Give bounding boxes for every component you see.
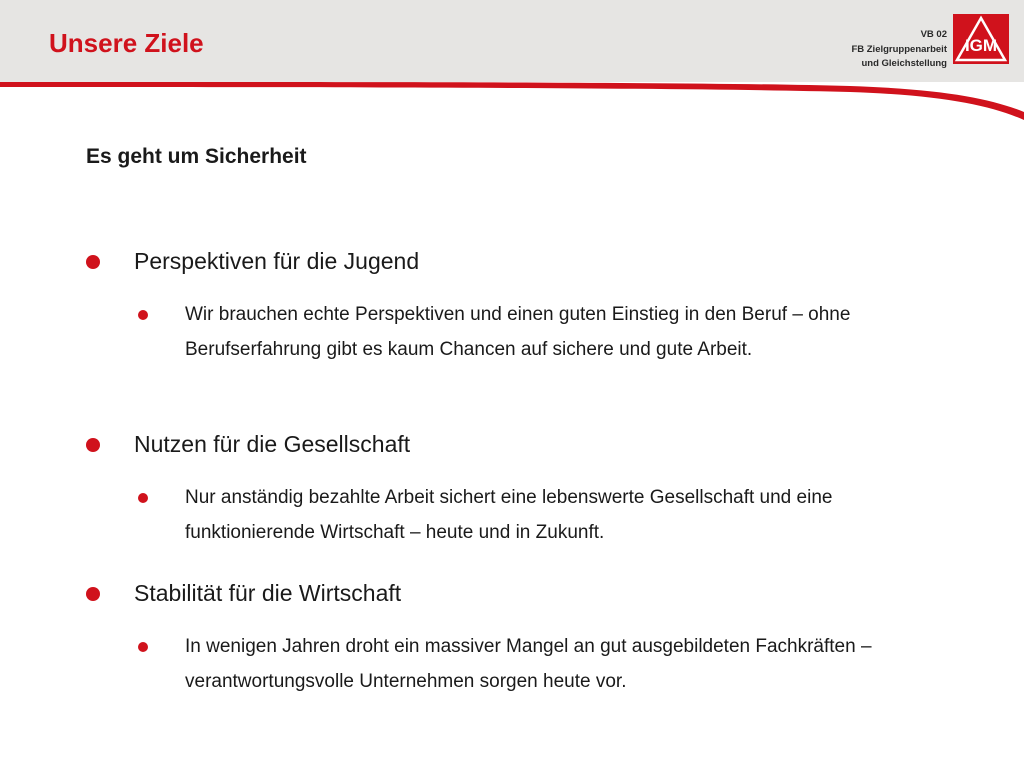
bullet-heading: Nutzen für die Gesellschaft [134,431,411,457]
bullet-dot [86,587,100,601]
igm-logo [953,14,1009,64]
sub-bullet-item [138,629,938,699]
sub-bullet-item [138,297,938,367]
dept-line-2: FB Zielgruppenarbeit [851,43,947,55]
sub-bullet-item [138,480,938,550]
bullet-heading: Stabilität für die Wirtschaft [134,580,402,606]
department-label [851,28,947,72]
dept-line-1: VB 02 [920,29,947,40]
sub-bullet-dot [138,493,148,503]
bullet-dot [86,438,100,452]
sub-bullet-text: Wir brauchen echte Perspektiven und einen guten Einstieg in den Beruf – ohne Berufserfahrung gibt es kaum Chancen auf sichere und gute Arbeit. [185,304,851,360]
logo-lettering: IGM [964,36,998,55]
dept-line-3: und Gleichstellung [861,58,947,69]
sub-bullet-text: Nur anständig bezahlte Arbeit sichert eine lebenswerte Gesellschaft und eine funktionierende Wirtschaft – heute und in Zukunft. [185,487,833,543]
bullet-heading: Perspektiven für die Jugend [134,248,420,274]
sub-bullet-dot [138,642,148,652]
slide-title: Unsere Ziele [49,28,204,58]
sub-bullet-dot [138,310,148,320]
sub-bullet-text: In wenigen Jahren droht ein massiver Mangel an gut ausgebildeten Fachkräften – verantwortungsvolle Unternehmen sorgen heute vor. [185,636,872,692]
bullet-dot [86,255,100,269]
subtitle: Es geht um Sicherheit [86,145,307,168]
